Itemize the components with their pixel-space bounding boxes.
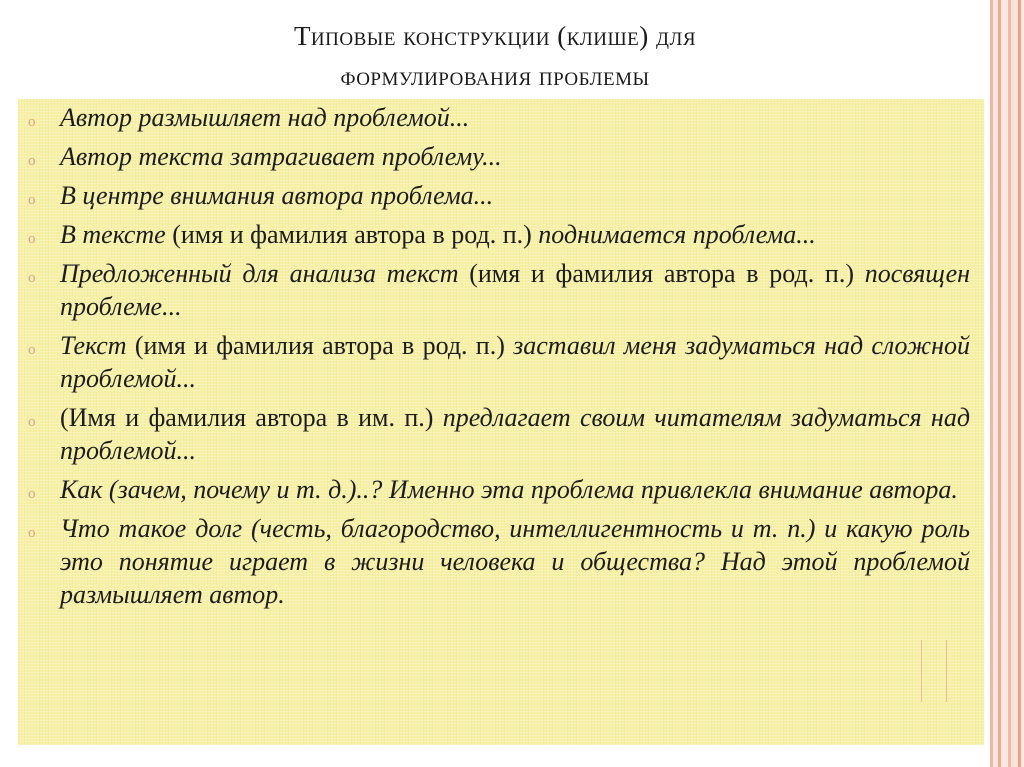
list-item	[28, 218, 970, 251]
list-item-text: (Имя и фамилия автора в им. п.)	[60, 403, 443, 432]
slide-title-line-2: формулирования проблемы	[340, 61, 650, 91]
bullet-icon: o	[28, 342, 36, 358]
decorative-stripes	[988, 0, 1024, 767]
list-item	[28, 473, 970, 506]
list-item-text: Как (зачем, почему и т. д.)..? Именно эта проблема привлекла внимание автора.	[60, 475, 958, 504]
list-item-text: (имя и фамилия автора в род. п.)	[458, 259, 865, 288]
list-item-text: посвящен проблеме...	[60, 259, 971, 321]
list-item	[28, 329, 970, 395]
bullet-icon: o	[28, 192, 36, 208]
decorative-line	[946, 640, 947, 702]
list-item-text: В центре внимания автора проблема...	[60, 181, 494, 210]
list-item	[28, 512, 970, 611]
list-item	[28, 401, 970, 467]
list-item	[28, 101, 970, 134]
list-item-text: Автор размышляет над проблемой...	[60, 103, 470, 132]
slide-title-line-1: Типовые конструкции (клише) для	[293, 21, 697, 51]
list-item	[28, 140, 970, 173]
list-item-text: Автор текста затрагивает проблему...	[60, 142, 502, 171]
list-item-text: Что такое долг (честь, благородство, интеллигентность и т. п.) и какую роль это понятие играет в жизни человека и общества? Над этой проблемой размышляет автор.	[60, 514, 970, 609]
decorative-line	[921, 640, 922, 702]
bullet-icon: o	[28, 525, 36, 541]
bullet-icon: o	[28, 414, 36, 430]
cliche-list	[28, 101, 971, 617]
list-item-text: поднимается проблема...	[538, 220, 816, 249]
list-item-text: предлагает своим читателям задуматься над проблемой...	[60, 403, 970, 465]
bullet-icon: o	[28, 231, 36, 247]
list-item	[28, 257, 971, 323]
list-item-text: (имя и фамилия автора в род. п.)	[126, 331, 514, 360]
list-item	[28, 179, 970, 212]
list-item-text: (имя и фамилия автора в род. п.)	[165, 220, 539, 249]
list-item-text: Предложенный для анализа текст	[60, 259, 459, 288]
list-item-text: Текст	[60, 331, 127, 360]
slide-title	[60, 16, 930, 96]
list-item-text: В тексте	[60, 220, 166, 249]
bullet-icon: o	[28, 153, 36, 169]
bullet-icon: o	[28, 486, 36, 502]
list-item-text: заставил меня задуматься над сложной проблемой...	[60, 331, 970, 393]
bullet-icon: o	[28, 114, 36, 130]
bullet-icon: o	[28, 270, 36, 286]
